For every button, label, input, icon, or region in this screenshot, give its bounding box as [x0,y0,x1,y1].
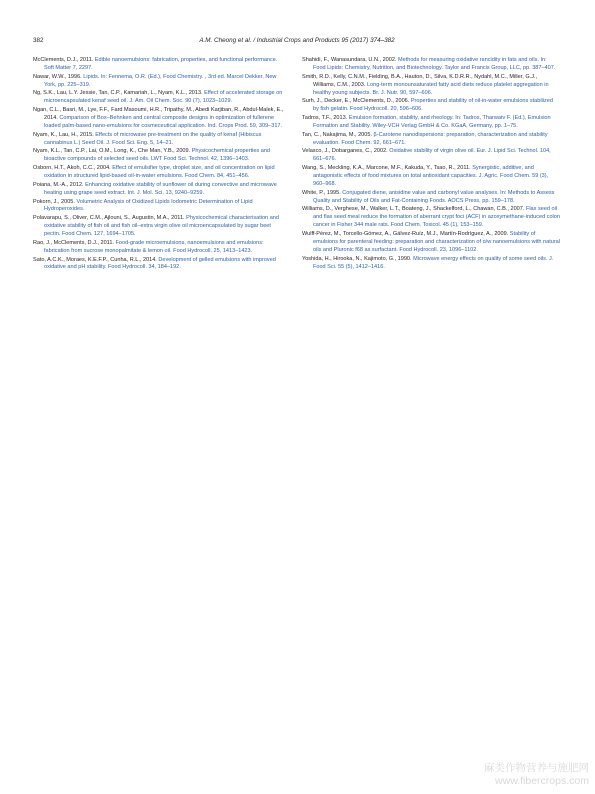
reference-authors: Nyam, K.L., Tan, C.P., Lai, O.M., Long, K., Che Man, Y.B., 2009. [33,148,192,155]
reference-list-right-column [302,57,560,272]
reference-link[interactable]: Long-term monounsaturated fatty acid diets reduce platelet aggregation in healthy young subjects. Br. J. Nutr. 90, 597–606. [313,81,549,96]
reference-authors: Nawar, W.W., 1996. [33,73,84,80]
reference-list-left-column [33,57,287,273]
watermark-site-name: 麻类作物营养与施肥网 [484,762,589,774]
reference-authors: Wang, S., Meckling, K.A., Marcone, M.F., Kakuda, Y., Tsao, R., 2011. [302,165,473,172]
reference-entry [33,215,287,239]
reference-link[interactable]: Stability of emulsions for parenteral feeding: preparation and characterization of o/w nanoemulsions with natural oils and Pluronic f68 as surfactant. Food Hydrocoll. 23, 1096–1102. [313,231,560,253]
reference-entry [33,182,287,198]
page-number: 382 [33,37,44,44]
reference-link[interactable]: Synergistic, additive, and antagonistic effects of food mixtures on total antioxidant capacities. J. Agric. Food Chem. 59 (3), 960–968. [313,165,549,187]
reference-entry [33,257,287,273]
reference-authors: White, P., 1995. [302,189,343,196]
reference-link[interactable]: Comparison of Box–Behnken and central composite designs in optimization of fullerene loaded palm-based nano-emulsions for cosmeceutical application. Ind. Crops Prod. 59, 309–317. [44,115,283,129]
reference-authors: Williams, D., Verghese, M., Walker, L.T., Boateng, J., Shackelford, L., Chawan, C.B., 2007. [302,206,526,213]
reference-entry [302,206,560,230]
reference-entry [33,132,287,148]
reference-link[interactable]: Flax seed oil and flax seed meal reduce the formation of aberrant crypt foci (ACF) in azoxymethane-induced colon cancer in Fisher 344 male rats. Food Chem. Toxicol. 45 (1), 153–159. [313,206,560,229]
reference-entry [302,165,560,189]
reference-link[interactable]: Lipids. In: Fennema, O.R. (Ed.), Food Chemistry. , 3rd ed. Marcel Dekker, New York, pp. 225–319. [44,73,277,88]
reference-link[interactable]: Volumetric Analysis of Oxidized Lipids Iodometric Determination of Lipid Hydroperoxides. [44,198,253,213]
reference-authors: Polavarapu, S., Oliver, C.M., Ajlouni, S., Augustin, M.A., 2011. [33,215,187,222]
reference-link[interactable]: Effect of accelerated storage on microencapsulated kenaf seed oil. J. Am. Oil Chem. Soc. 90 (7), 1023–1029. [44,90,283,105]
reference-link[interactable]: Properties and stability of oil-in-water emulsions stabilized by fish gelatin. Food Hydrocoll. 20, 596–606. [313,98,553,113]
reference-authors: Yoshida, H., Hirooka, N., Kajimoto, G., 1990. [302,255,414,262]
reference-link[interactable]: β-Carotene nanodispersions: preparation, characterization and stability evaluation. Food Chem. 92, 661–671. [313,131,548,146]
reference-entry [33,107,287,131]
reference-authors: Tan, C., Nakajima, M., 2005. [302,131,374,138]
watermark [484,762,589,788]
reference-entry [302,132,560,148]
reference-entry [33,240,287,256]
reference-entry [302,148,560,164]
reference-link[interactable]: Edible nanoemulsions: fabrication, properties, and functional performance. Soft Matter 7, 2297. [44,57,278,71]
reference-link[interactable]: Physicochemical characterisation and oxidative stability of fish oil and fish oil–extra virgin olive oil microencapsulated by sugar beet pectin. Food Chem. 127, 1694–1705. [44,215,279,238]
page-header [33,35,561,47]
reference-authors: Tadros, T.F., 2013. [302,115,349,122]
reference-entry [302,231,560,255]
watermark-url: www.fibercrops.com [495,775,589,787]
reference-link[interactable]: Physicochemical properties and bioactive compounds of selected seed oils. LWT Food Sci. Technol. 42, 1396–1403. [44,148,270,163]
reference-link[interactable]: Conjugated diene, anisidine value and carbonyl value analyses. In: Methods to Assess Quality and Stability of Oils and Fat-Containing Foods. AOCS Press, pp. 159–178. [313,189,555,204]
reference-authors: Surh, J., Decker, E., McClements, D., 2006. [302,98,411,105]
reference-link[interactable]: Microwave energy effects on quality of some seed oils. J. Food Sci. 55 (5), 1412–1416. [313,255,554,270]
reference-entry [33,57,287,73]
reference-link[interactable]: Enhancing oxidative stability of sunflower oil during convective and microwave heating using grape seed extract. Int. J. Mol. Sci. 13, 9240–9259. [44,181,277,196]
reference-authors: Osborn, H.T., Akoh, C.C., 2004. [33,165,113,172]
reference-link[interactable]: Effects of microwave pre-treatment on the quality of kenaf (Hibiscus cannabinus L.) Seed Oil. J. Food Sci. Eng. 5, 14–21. [44,131,262,146]
reference-link[interactable]: Development of gelled emulsions with improved oxidative and pH stability. Food Hydrocoll. 34, 184–192. [44,256,276,271]
reference-authors: Pokorn, J., 2005. [33,198,77,205]
reference-entry [33,199,287,215]
reference-entry [33,74,287,90]
reference-authors: Wulff-Pérez, M., Torcello-Gómez, A., Gálvez-Ruíz, M.J., Martín-Rodríguez, A., 2009. [302,231,510,238]
reference-link[interactable]: Oxidative stability of virgin olive oil. Eur. J. Lipid Sci. Technol. 104, 661–676. [313,148,551,163]
reference-authors: Sato, A.C.K., Moraes, K.E.F.P., Cunha, R.L., 2014. [33,256,159,263]
reference-entry [33,148,287,164]
reference-authors: Ng, S.K., Lau, L.Y. Jessie, Tan, C.P., Kamariah, L., Nyam, K.L., 2013. [33,90,205,97]
reference-entry [302,256,560,272]
reference-authors: Shahidi, F., Wanasundara, U.N., 2002. [302,57,398,63]
reference-entry [33,90,287,106]
reference-entry [302,74,560,98]
reference-entry [302,98,560,114]
reference-authors: Nyam, K., Lau, H., 2015. [33,131,96,138]
reference-entry [302,57,560,73]
reference-entry [302,190,560,206]
reference-authors: Rao, J., McClements, D.J., 2011. [33,239,116,246]
reference-entry [33,165,287,181]
reference-authors: McClements, D.J., 2011. [33,57,95,63]
reference-authors: Velasco, J., Dobarganes, C., 2002. [302,148,390,155]
reference-authors: Smith, R.D., Kelly, C.N.M., Fielding, B.A., Hauton, D., Silva, K.D.R.R., Nydahl, M.C., Miller, G.J., Williams, C.M., 2003. [302,73,538,88]
reference-link[interactable]: Effect of emulsifier type, droplet size, and oil concentration on lipid oxidation in structured lipid-based oil-in-water emulsions. Food Chem. 84, 451–456. [44,165,275,180]
reference-link[interactable]: Methods for measuring oxidative rancidity in fats and oils. In: Food Lipids: Chemistry, Nutrition, and Biotechnology. Taylor and Francis Group, LLC, pp. 387–407. [313,57,556,71]
reference-link[interactable]: Food-grade microemulsions, nanoemulsions and emulsions: fabrication from sucrose monopalmitate & lemon oil. Food Hydrocoll. 25, 1413–1423. [44,239,264,254]
reference-authors: Ngan, C.L., Basri, M., Lye, F.F., Fard Masoumi, H.R., Tripathy, M., Abedi Karjiban, R., Abdul-Malek, E., 2014. [33,107,284,122]
running-head: A.M. Cheong et al. / Industrial Crops and Products 95 (2017) 374–382 [199,37,395,44]
reference-entry [302,115,560,131]
reference-authors: Poiana, M.-A., 2012. [33,181,86,188]
reference-link[interactable]: Emulsion formation, stability, and rheology. In: Tadros, Tharwatv F. (Ed.), Emulsion Formation and Stability. Wiley-VCH Verlag GmbH & Co. KGaA, Germany, pp. 1–75. [313,115,551,129]
